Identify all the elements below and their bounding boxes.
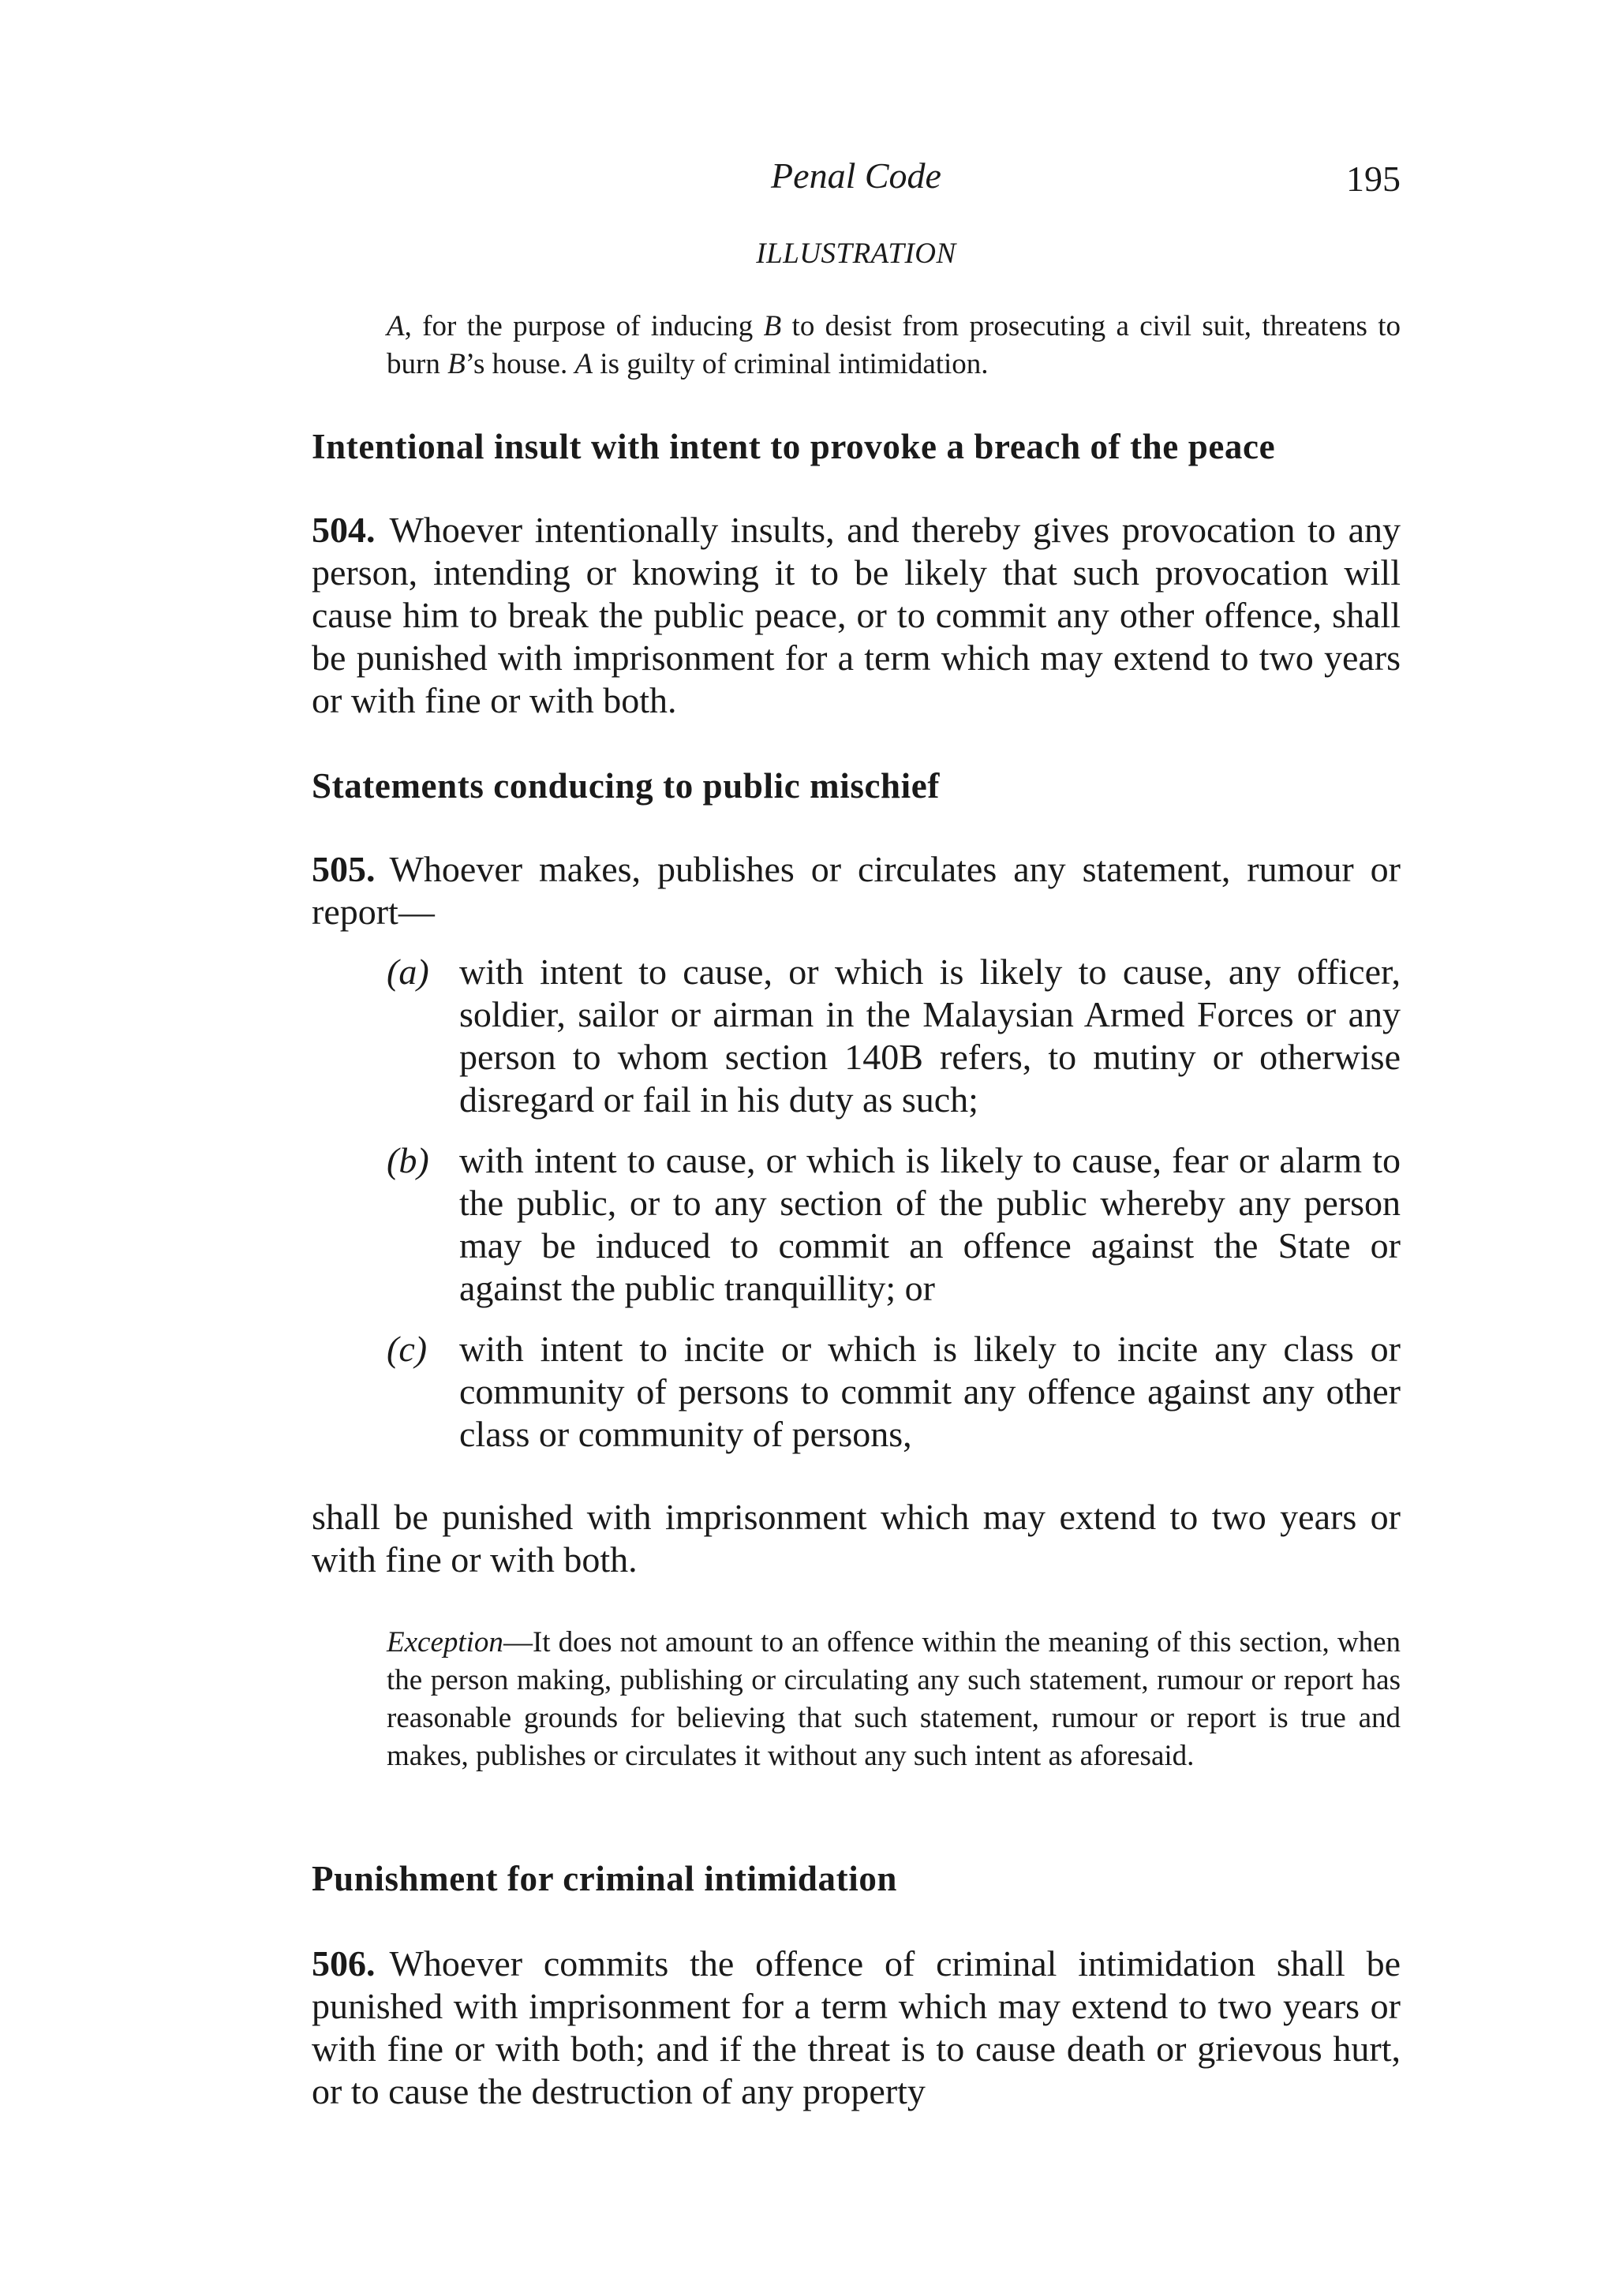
item-text: with intent to cause, or which is likely to cause, fear or alarm to the public, or to any section of the public whereby any person may be induced to commit an offence against the State or against the public tranquillity; or [459, 1140, 1401, 1308]
section-505-item-c [387, 1328, 1401, 1456]
section-506-text: Whoever commits the offence of criminal intimidation shall be punished with imprisonment for a term which may extend to two years or with fine or with both; and if the threat is to cause death or grievous hurt, or to cause the destruction of any property [312, 1943, 1401, 2111]
illustration-fragment: , for the purpose of inducing [404, 310, 764, 342]
section-506-body [312, 1943, 1401, 2113]
section-504-number: 504. [312, 510, 376, 550]
illustration-text [387, 308, 1401, 383]
exception-label: Exception [387, 1626, 503, 1658]
section-505-intro [312, 848, 1401, 933]
illustration-fragment: is guilty of criminal intimidation. [593, 348, 989, 380]
section-504-heading: Intentional insult with intent to provoke a breach of the peace [312, 427, 1276, 466]
illustration-party-b: B [763, 310, 782, 342]
item-text: with intent to cause, or which is likely to cause, any officer, soldier, sailor or airman in the Malaysian Armed Forces or any person to whom section 140B refers, to mutiny or otherwise disregard or fail in his duty as such; [459, 952, 1401, 1120]
section-505-intro-text: Whoever makes, publishes or circulates any statement, rumour or report— [312, 849, 1401, 932]
item-label: (c) [387, 1329, 428, 1369]
section-505-exception [387, 1624, 1401, 1775]
exception-text: —It does not amount to an offence within the meaning of this section, when the person making, publishing or circulating any such statement, rumour or report has reasonable grounds for believing that such statement, rumour or report is true and makes, publishes or circulates it without any such intent as aforesaid. [387, 1626, 1401, 1772]
section-505-closing: shall be punished with imprisonment which may extend to two years or with fine or with both. [312, 1497, 1401, 1580]
section-504-body [312, 509, 1401, 722]
page-number: 195 [1346, 159, 1401, 199]
illustration-fragment: ’s house. [465, 348, 575, 380]
illustration-label: ILLUSTRATION [756, 237, 956, 270]
section-505-heading: Statements conducing to public mischief [312, 766, 940, 806]
item-label: (b) [387, 1140, 429, 1180]
illustration-party-a: A [574, 348, 593, 380]
section-506-number: 506. [312, 1943, 376, 1984]
section-506-heading: Punishment for criminal intimidation [312, 1859, 898, 1898]
section-505-number: 505. [312, 849, 376, 889]
section-505-item-b [387, 1139, 1401, 1310]
running-title: Penal Code [771, 155, 941, 196]
illustration-fragment: to desist from prosecuting a civil suit, threatens to burn [387, 310, 1401, 380]
section-505-item-a [387, 951, 1401, 1121]
illustration-party-a: A [387, 310, 405, 342]
section-504-text: Whoever intentionally insults, and thereby gives provocation to any person, intending or knowing it to be likely that such provocation will cause him to break the public peace, or to commit any other offence, shall be punished with imprisonment for a term which may extend to two years or with fine or with both. [312, 510, 1401, 720]
illustration-party-b: B [447, 348, 466, 380]
running-head [312, 155, 1401, 210]
item-label: (a) [387, 952, 429, 992]
item-text: with intent to incite or which is likely to incite any class or community of persons to commit any offence against any other class or community of persons, [459, 1329, 1401, 1454]
